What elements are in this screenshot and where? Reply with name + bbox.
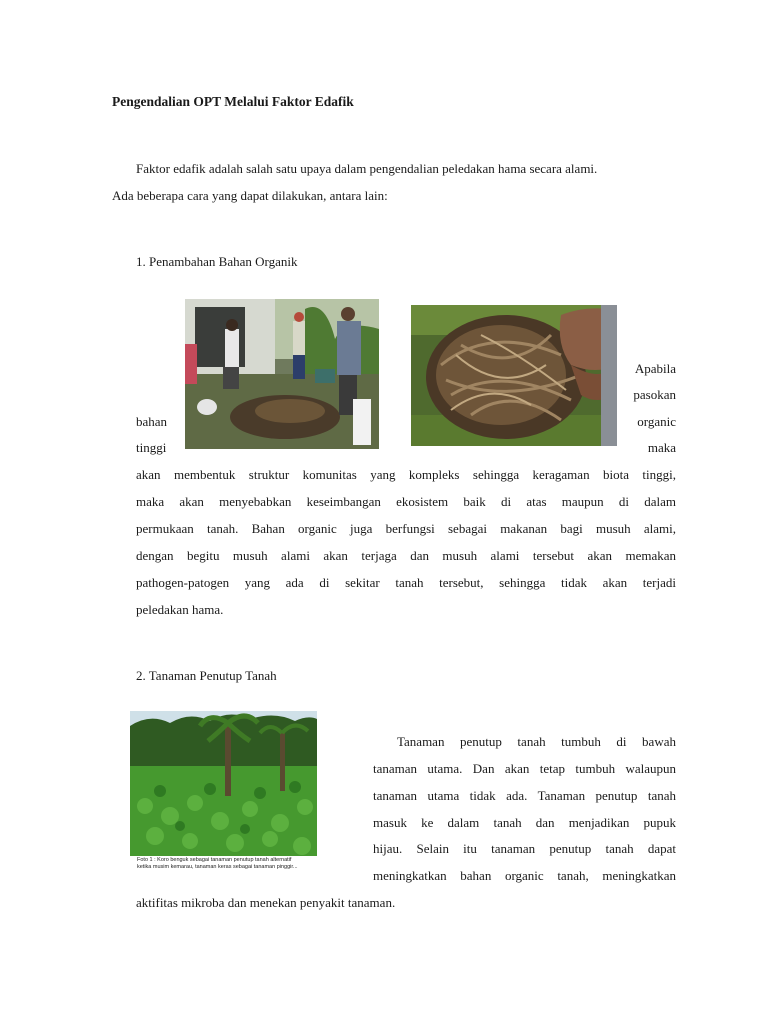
section1-line-6: peledakan hama. <box>136 602 224 617</box>
wrap-line-4-right: maka <box>647 440 676 455</box>
cover-crop-photo <box>130 711 317 856</box>
section2-line-1: Tanaman penutup tanah tumbuh di bawah <box>397 734 676 749</box>
section2-last-line: aktifitas mikroba dan menekan penyakit tanaman. <box>136 895 396 910</box>
section2-line-5: hijau. Selain itu tanaman penutup tanah dapat <box>373 841 676 856</box>
section2-line-2: tanaman utama. Dan akan tetap tumbuh walaupun <box>373 761 676 776</box>
wrap-line-3-left: bahan <box>136 414 168 429</box>
organic-material-photo-2 <box>411 305 617 446</box>
wrap-line-2: pasokan <box>633 387 676 402</box>
section1-line-3: permukaan tanah. Bahan organic juga berfungsi sebagai makanan bagi musuh alami, <box>136 521 676 536</box>
cover-crop-caption <box>137 857 322 871</box>
section2-line-4: masuk ke dalam tanah dan menjadikan pupuk <box>373 815 676 830</box>
section2-line-6: meningkatkan bahan organic tanah, meningkatkan <box>373 868 676 883</box>
caption-line-2: ketika musim kemarau, tanaman keras sebagai tanaman pinggir... <box>137 864 298 870</box>
section1-line-5: pathogen-patogen yang ada di sekitar tanah tersebut, sehingga tidak akan terjadi <box>136 575 676 590</box>
wrap-line-1: Apabila <box>634 361 676 376</box>
wrap-line-4-left: tinggi <box>136 440 167 455</box>
caption-line-1: Foto 1 : Koro benguk sebagai tanaman penutup tanah alternatif <box>137 857 292 863</box>
section2-heading: 2. Tanaman Penutup Tanah <box>136 668 277 683</box>
section1-line-1: akan membentuk struktur komunitas yang kompleks sehingga keragaman biota tinggi, <box>136 467 676 482</box>
section1-line-2: maka akan menyebabkan keseimbangan ekosistem baik di atas maupun di dalam <box>136 494 676 509</box>
page-title: Pengendalian OPT Melalui Faktor Edafik <box>112 94 354 109</box>
wrap-line-3-right: organic <box>637 414 676 429</box>
section1-line-4: dengan begitu musuh alami akan terjaga dan musuh alami tersebut akan memakan <box>136 548 676 563</box>
section2-line-3: tanaman utama tidak ada. Tanaman penutup tanah <box>373 788 676 803</box>
intro-line-2: Ada beberapa cara yang dapat dilakukan, antara lain: <box>112 188 388 203</box>
section1-heading: 1. Penambahan Bahan Organik <box>136 254 298 269</box>
organic-material-photo-1 <box>185 299 379 449</box>
intro-line-1: Faktor edafik adalah salah satu upaya dalam pengendalian peledakan hama secara alami. <box>136 161 598 176</box>
